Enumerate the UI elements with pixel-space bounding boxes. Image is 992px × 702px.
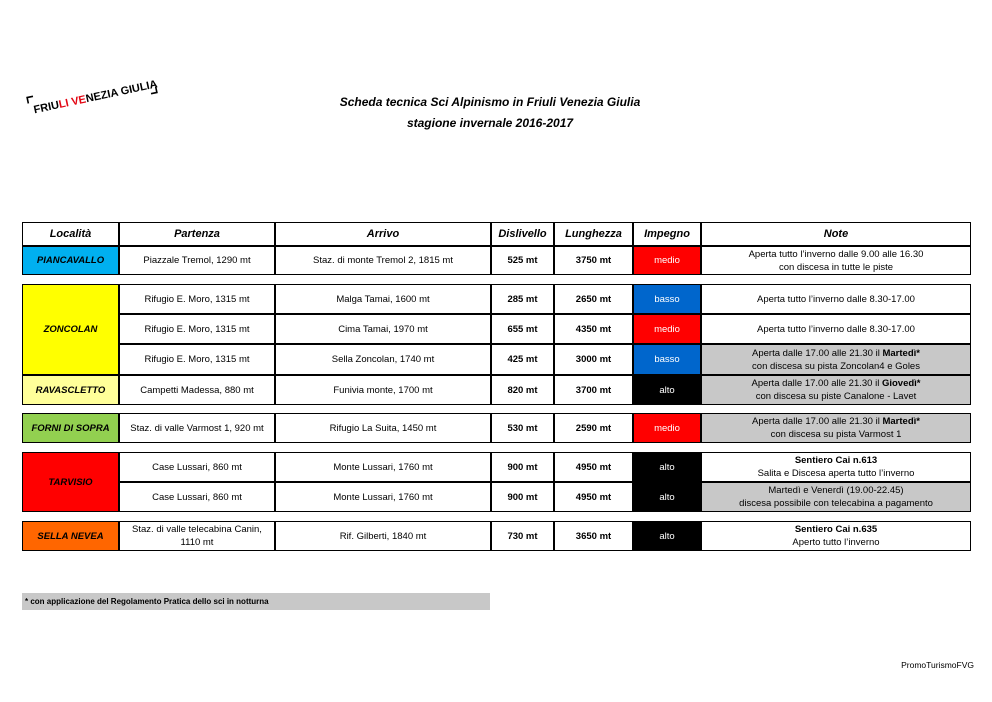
lunghezza-cell: 4350 mt [554,314,633,344]
note-cell [701,375,971,405]
note-line: discesa possibile con telecabina a pagamento [739,498,933,509]
locality-piancavallo: PIANCAVALLO [22,246,119,275]
footnote: * con applicazione del Regolamento Pratica dello sci in notturna [22,593,490,610]
lunghezza-cell: 3750 mt [554,246,633,275]
note-line: Aperta tutto l’inverno dalle 9.00 alle 16.30 [748,248,924,260]
locality-zoncolan: ZONCOLAN [22,284,119,375]
partenza-cell: Campetti Madessa, 880 mt [119,375,275,405]
note-cell: Aperta tutto l’inverno dalle 8.30-17.00 [701,314,971,344]
partenza-cell: Case Lussari, 860 mt [119,452,275,482]
locality-sella-nevea: SELLA NEVEA [22,521,119,551]
note-cell [701,413,971,443]
arrivo-cell: Staz. di monte Tremol 2, 1815 mt [275,246,491,275]
locality-ravascletto: RAVASCLETTO [22,375,119,405]
note-line: con discesa su pista Varmost 1 [770,429,902,440]
lunghezza-cell: 4950 mt [554,482,633,512]
arrivo-cell: Sella Zoncolan, 1740 mt [275,344,491,375]
header-impegno: Impegno [633,222,701,246]
partenza-line: Staz. di valle telecabina Canin, [132,524,262,535]
note-cell [701,482,971,512]
arrivo-cell: Monte Lussari, 1760 mt [275,482,491,512]
note-cell [701,521,971,551]
impegno-badge: medio [633,246,701,275]
note-line: con discesa su pista Zoncolan4 e Goles [752,360,920,372]
arrivo-cell: Malga Tamai, 1600 mt [275,284,491,314]
locality-forni-di-sopra: FORNI DI SOPRA [22,413,119,443]
credit-text: PromoTurismoFVG [901,660,974,670]
impegno-badge: medio [633,314,701,344]
arrivo-cell: Funivia monte, 1700 mt [275,375,491,405]
impegno-badge: medio [633,413,701,443]
dislivello-cell: 655 mt [491,314,554,344]
note-cell [701,246,971,275]
note-line: Aperta dalle 17.00 alle 21.30 il Giovedì* [751,378,921,389]
dislivello-cell: 425 mt [491,344,554,375]
impegno-badge: basso [633,284,701,314]
header-localita: Località [22,222,119,246]
note-line: Salita e Discesa aperta tutto l’inverno [757,468,915,479]
partenza-cell: Rifugio E. Moro, 1315 mt [119,344,275,375]
lunghezza-cell: 3650 mt [554,521,633,551]
note-line: con discesa in tutte le piste [778,261,894,273]
partenza-cell: Piazzale Tremol, 1290 mt [119,246,275,275]
dislivello-cell: 900 mt [491,452,554,482]
lunghezza-cell: 3000 mt [554,344,633,375]
impegno-badge: alto [633,452,701,482]
partenza-cell: Case Lussari, 860 mt [119,482,275,512]
arrivo-cell: Rif. Gilberti, 1840 mt [275,521,491,551]
partenza-cell: Staz. di valle Varmost 1, 920 mt [119,413,275,443]
dislivello-cell: 525 mt [491,246,554,275]
note-line: Sentiero Cai n.635 [794,524,878,535]
title-line-2: stagione invernale 2016-2017 [406,116,574,130]
header-partenza: Partenza [119,222,275,246]
arrivo-cell: Rifugio La Suita, 1450 mt [275,413,491,443]
partenza-cell [119,521,275,551]
friuli-venezia-giulia-logo [22,70,162,120]
impegno-badge: alto [633,521,701,551]
note-line: Aperta dalle 17.00 alle 21.30 il Martedì* [752,347,920,359]
header-dislivello: Dislivello [491,222,554,246]
lunghezza-cell: 3700 mt [554,375,633,405]
header-lunghezza: Lunghezza [554,222,633,246]
note-line: Aperta dalle 17.00 alle 21.30 il Martedì* [752,416,920,427]
lunghezza-cell: 2650 mt [554,284,633,314]
dislivello-cell: 730 mt [491,521,554,551]
dislivello-cell: 285 mt [491,284,554,314]
note-line: con discesa su piste Canalone - Lavet [755,391,917,402]
note-cell: Aperta tutto l’inverno dalle 8.30-17.00 [701,284,971,314]
svg-text:FRIULI VENEZIA GIULIA: FRIULI VENEZIA GIULIA [32,78,159,117]
header-arrivo: Arrivo [275,222,491,246]
note-cell [701,344,971,375]
header-note: Note [701,222,971,246]
locality-tarvisio: TARVISIO [22,452,119,512]
note-cell [701,452,971,482]
note-line: Sentiero Cai n.613 [794,455,878,466]
note-line: Aperto tutto l’inverno [792,537,880,548]
arrivo-cell: Monte Lussari, 1760 mt [275,452,491,482]
dislivello-cell: 900 mt [491,482,554,512]
partenza-line: 1110 mt [180,537,214,548]
note-line: Martedì e Venerdì (19.00-22.45) [768,485,904,496]
partenza-cell: Rifugio E. Moro, 1315 mt [119,284,275,314]
title-line-1: Scheda tecnica Sci Alpinismo in Friuli Venezia Giulia [339,95,641,109]
dislivello-cell: 530 mt [491,413,554,443]
arrivo-cell: Cima Tamai, 1970 mt [275,314,491,344]
dislivello-cell: 820 mt [491,375,554,405]
partenza-cell: Rifugio E. Moro, 1315 mt [119,314,275,344]
impegno-badge: basso [633,344,701,375]
page-title [260,92,720,134]
impegno-badge: alto [633,375,701,405]
lunghezza-cell: 4950 mt [554,452,633,482]
lunghezza-cell: 2590 mt [554,413,633,443]
impegno-badge: alto [633,482,701,512]
